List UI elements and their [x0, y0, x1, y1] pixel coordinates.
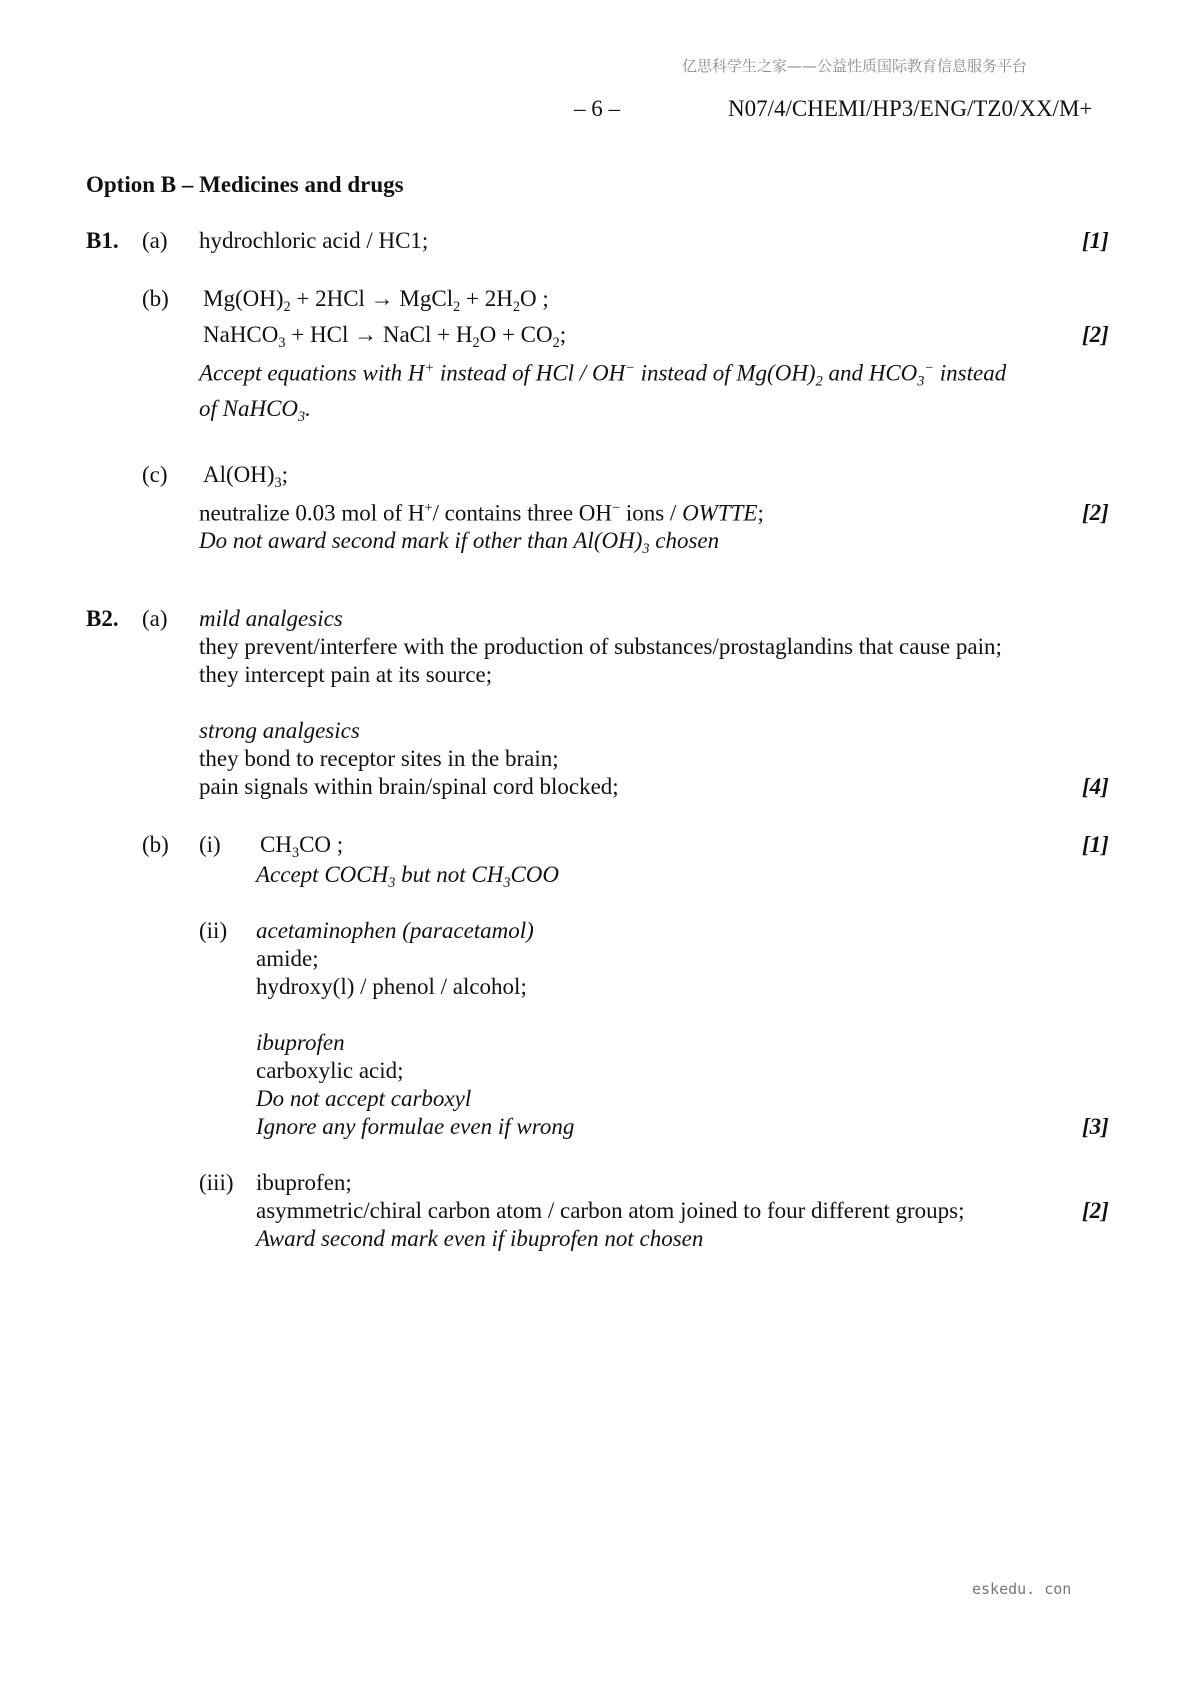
- section-title: Option B – Medicines and drugs: [86, 172, 404, 197]
- part-label-b1c: (c): [142, 462, 168, 487]
- answer-b2b-iii-1: ibuprofen;: [256, 1170, 352, 1195]
- question-label-b1: B1.: [86, 228, 119, 253]
- heading-ibuprofen: ibuprofen: [256, 1030, 345, 1055]
- answer-b2b-ii-3: carboxylic acid;: [256, 1058, 404, 1083]
- note-b1c: Do not award second mark if other than $Al(OH)_3$ chosen: [199, 528, 720, 557]
- equation-b1b-2: NaHCO$_3$ + HCl → NaCl + $H_2O + CO_2$;: [203, 322, 567, 351]
- mark-b1c: [2]: [1082, 500, 1109, 525]
- note-b2b-ii-1: Do not accept carboxyl: [256, 1086, 472, 1111]
- part-label-b1b: (b): [142, 286, 169, 311]
- equation-b1b-1: $Mg(OH)_2 + 2HCl$ → MgCl$_2$ + $2H_2O$ ;: [203, 286, 549, 315]
- mark-b2a: [4]: [1082, 774, 1109, 799]
- note-b2b-i: Accept $COCH_3$ but not $CH_3COO$: [256, 862, 560, 891]
- answer-b2b-ii-1: amide;: [256, 946, 319, 971]
- answer-b2a-mild-2: they intercept pain at its source;: [199, 662, 493, 687]
- part-label-b2a: (a): [142, 606, 168, 631]
- answer-b2a-strong-2: pain signals within brain/spinal cord blocked;: [199, 774, 619, 799]
- mark-b1b: [2]: [1082, 322, 1109, 347]
- part-label-b1a: (a): [142, 228, 168, 253]
- heading-mild-analgesics: mild analgesics: [199, 606, 343, 631]
- footer-site-text: eskedu. con: [972, 1580, 1072, 1598]
- heading-strong-analgesics: strong analgesics: [199, 718, 360, 743]
- mark-b2b-iii: [2]: [1082, 1198, 1109, 1223]
- mark-b2b-ii: [3]: [1082, 1114, 1109, 1139]
- answer-b2a-strong-1: they bond to receptor sites in the brain;: [199, 746, 559, 771]
- answer-b2a-mild-1: they prevent/interfere with the production of substances/prostaglandins that cause pain;: [199, 634, 1002, 659]
- note-b1b-2: of NaHCO$_3$.: [199, 396, 311, 425]
- heading-acetaminophen: acetaminophen (paracetamol): [256, 918, 534, 943]
- answer-b1c: neutralize 0.03 mol of H+/ contains three OH− ions / OWTTE;: [199, 500, 764, 526]
- subpart-label-b2b-ii: (ii): [199, 918, 228, 943]
- mark-b2b-i: [1]: [1082, 832, 1109, 857]
- note-b1b-1: Accept equations with H+ instead of HCl / OH− instead of $Mg(OH)_2$ and $HCO_3^-$ instead: [199, 360, 1007, 390]
- note-b2b-iii: Award second mark even if ibuprofen not chosen: [256, 1226, 704, 1251]
- page-number: – 6 –: [574, 96, 620, 121]
- document-code: N07/4/CHEMI/HP3/ENG/TZ0/XX/M+: [728, 96, 1093, 121]
- part-label-b2b: (b): [142, 832, 169, 857]
- formula-b1c: $Al(OH)_3$;: [203, 462, 289, 491]
- question-label-b2: B2.: [86, 606, 119, 631]
- subpart-label-b2b-iii: (iii): [199, 1170, 234, 1195]
- answer-b2b-iii-2: asymmetric/chiral carbon atom / carbon atom joined to four different groups;: [256, 1198, 965, 1223]
- subpart-label-b2b-i: (i): [199, 832, 221, 857]
- mark-b1a: [1]: [1082, 228, 1109, 253]
- note-b2b-ii-2: Ignore any formulae even if wrong: [256, 1114, 575, 1139]
- formula-b2b-i: $CH_3CO$ ;: [260, 832, 344, 861]
- watermark-text: 亿思科学生之家——公益性质国际教育信息服务平台: [682, 57, 1028, 75]
- answer-b1a: hydrochloric acid / HC1;: [199, 228, 429, 253]
- answer-b2b-ii-2: hydroxy(l) / phenol / alcohol;: [256, 974, 527, 999]
